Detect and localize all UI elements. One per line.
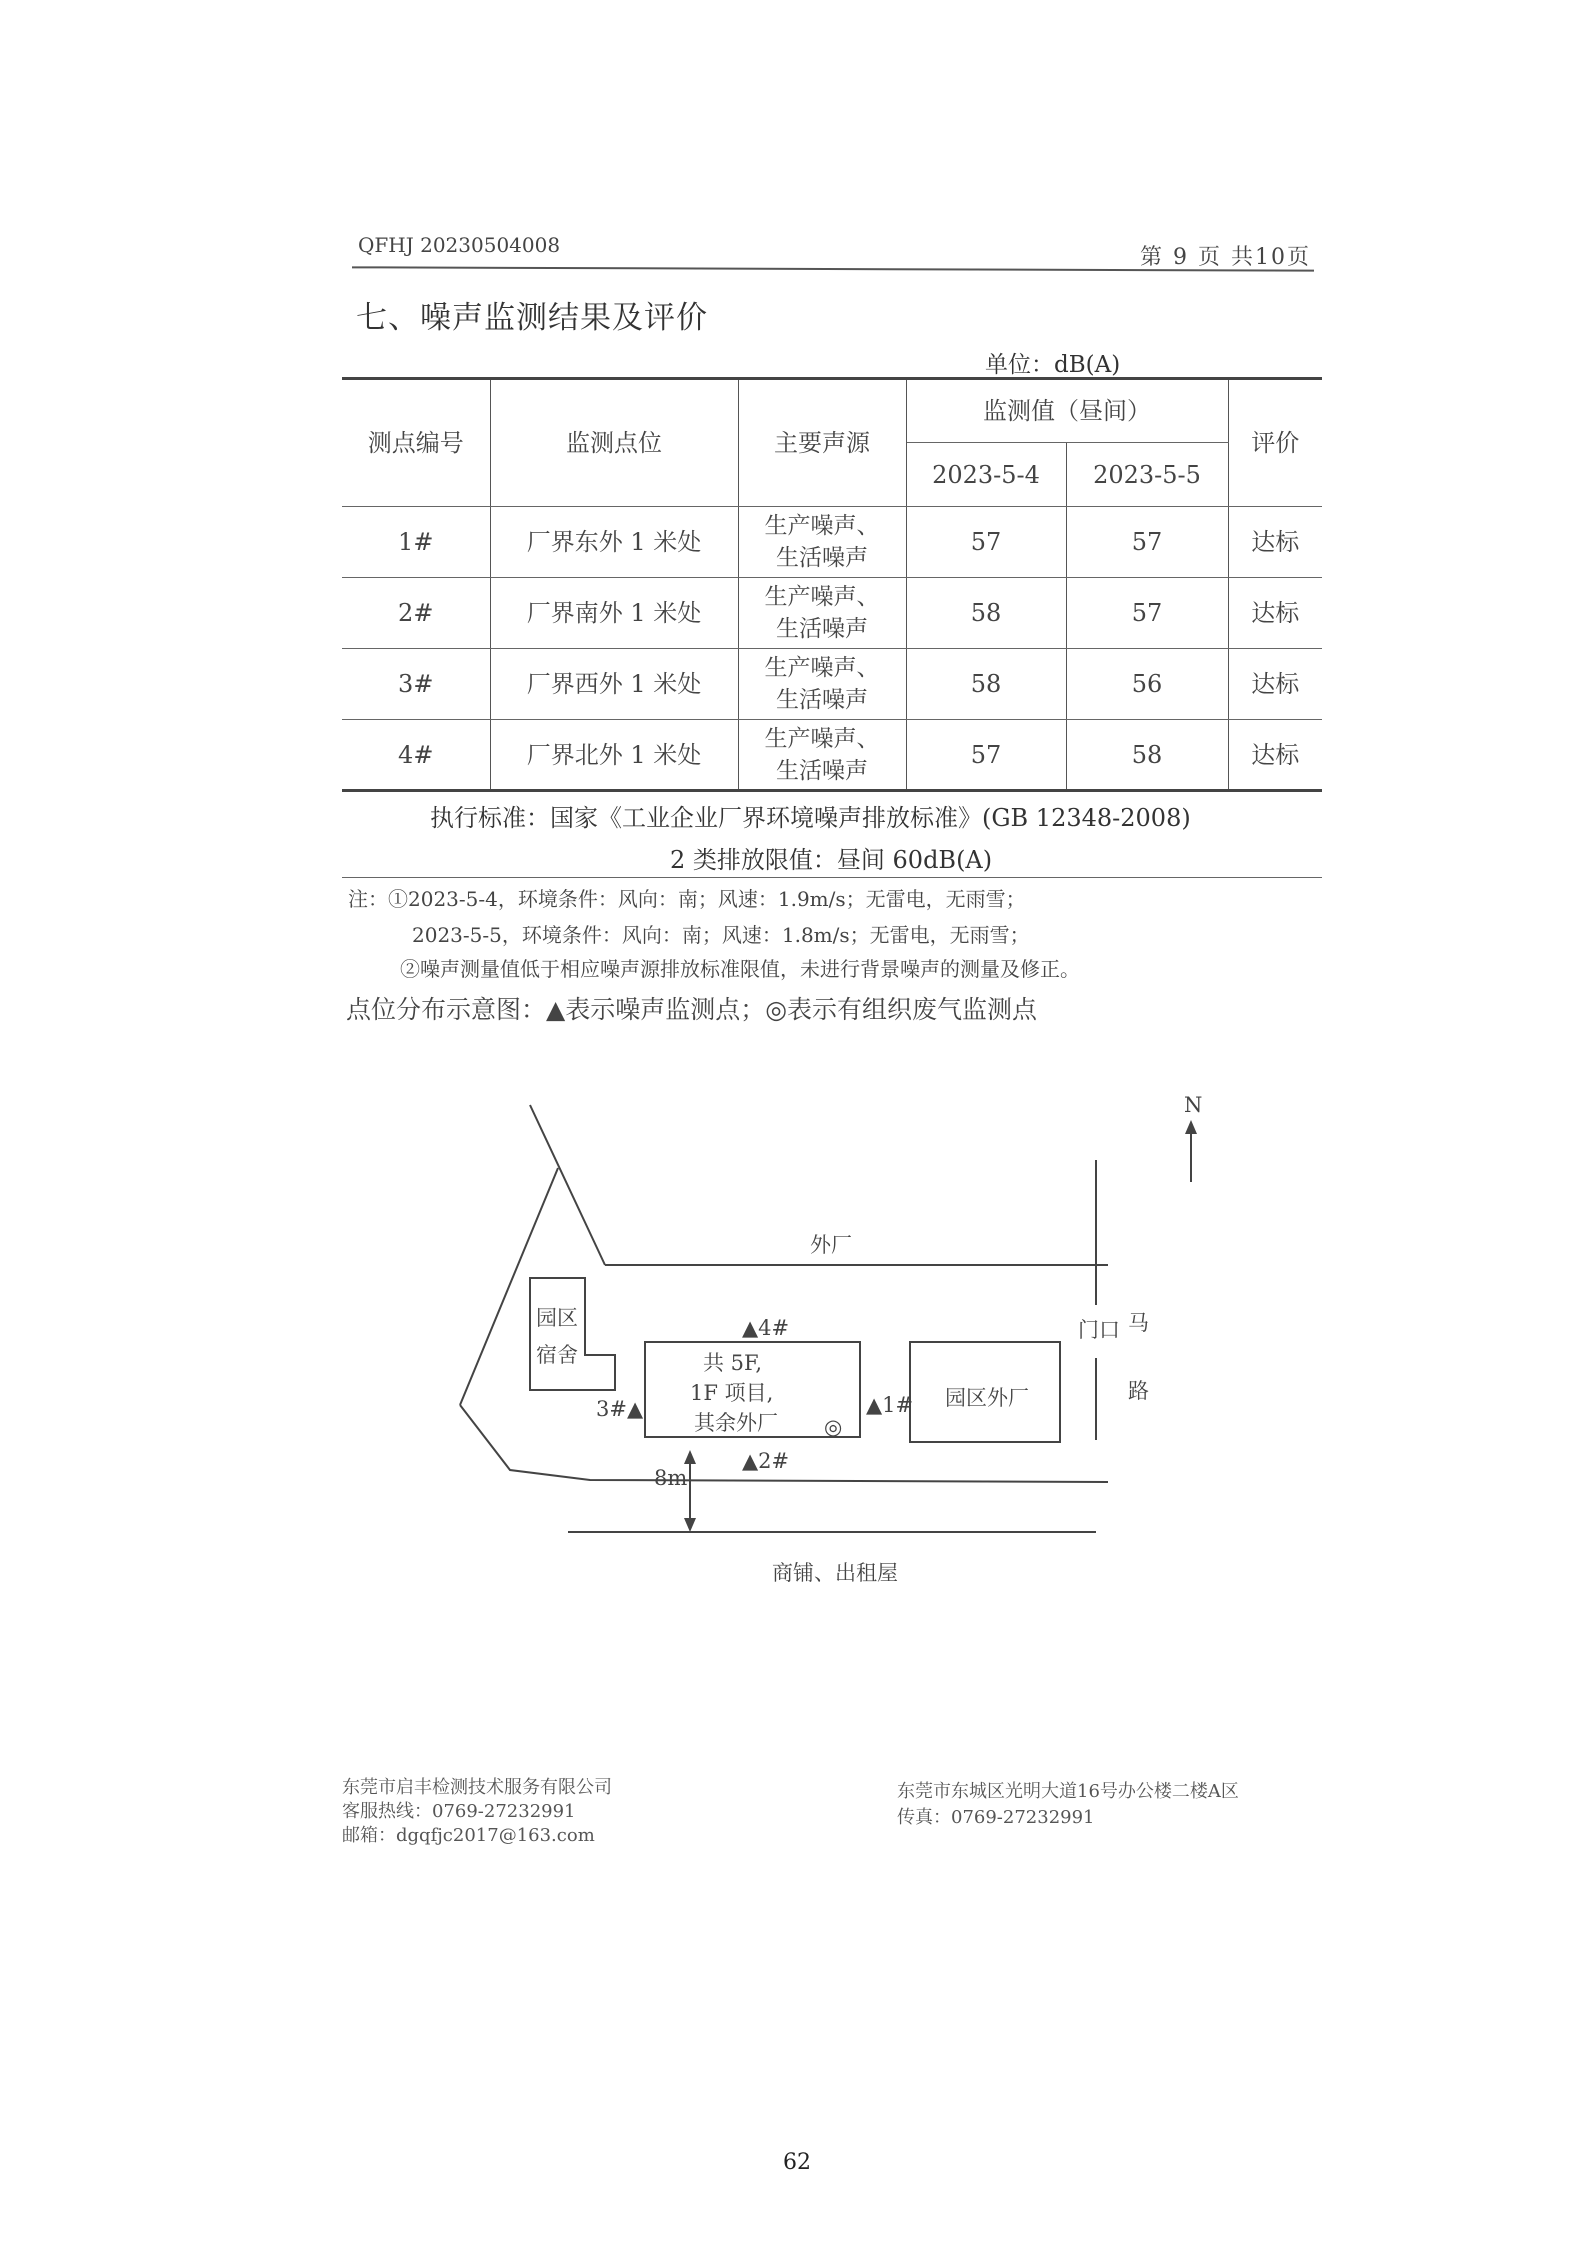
- cell-source: 生产噪声、 生活噪声: [738, 578, 906, 649]
- cell-evaluation: 达标: [1228, 578, 1322, 649]
- standard-line-1: 执行标准：国家《工业企业厂界环境噪声排放标准》(GB 12348-2008): [430, 804, 1191, 832]
- noise-point-3: 3#▲: [596, 1397, 644, 1421]
- footer-company: 东莞市启丰检测技术服务有限公司: [342, 1777, 612, 1798]
- cell-location: 厂界西外 1 米处: [490, 649, 738, 720]
- cell-value-2: 57: [1066, 507, 1228, 578]
- footer-address: 东莞市东城区光明大道16号办公楼二楼A区: [897, 1781, 1239, 1802]
- cell-value-2: 56: [1066, 649, 1228, 720]
- note-2: 2023-5-5，环境条件：风向：南；风速：1.8m/s；无雷电，无雨雪；: [412, 923, 1030, 947]
- cell-location: 厂界北外 1 米处: [490, 720, 738, 791]
- legend-line: 点位分布示意图：▲表示噪声监测点；◎表示有组织废气监测点: [346, 995, 1038, 1024]
- page-info: 第 9 页 共10页: [1140, 245, 1311, 270]
- header-point-no: 测点编号: [342, 379, 490, 507]
- label-main-3: 其余外厂: [694, 1411, 778, 1435]
- header-date-1: 2023-5-4: [906, 443, 1066, 507]
- label-distance: 8m: [654, 1466, 688, 1490]
- section-title: 七、噪声监测结果及评价: [356, 300, 708, 336]
- cell-value-2: 57: [1066, 578, 1228, 649]
- boundary-line: [530, 1105, 605, 1265]
- header-source: 主要声源: [738, 379, 906, 507]
- cell-point-no: 4#: [342, 720, 490, 791]
- note-3: ②噪声测量值低于相应噪声源排放标准限值，未进行背景噪声的测量及修正。: [400, 957, 1080, 981]
- header-evaluation: 评价: [1228, 379, 1322, 507]
- boundary-line: [460, 1168, 558, 1405]
- label-dorm-2: 宿舍: [536, 1343, 578, 1367]
- cell-point-no: 2#: [342, 578, 490, 649]
- note-1: 注：①2023-5-4，环境条件：风向：南；风速：1.9m/s；无雷电，无雨雪；: [348, 887, 1026, 911]
- label-main-2: 1F 项目,: [690, 1381, 774, 1405]
- cell-location: 厂界南外 1 米处: [490, 578, 738, 649]
- footer-hotline: 客服热线：0769-27232991: [342, 1801, 576, 1822]
- cell-evaluation: 达标: [1228, 649, 1322, 720]
- cell-value-1: 58: [906, 578, 1066, 649]
- cell-evaluation: 达标: [1228, 720, 1322, 791]
- cell-value-1: 58: [906, 649, 1066, 720]
- noise-point-2: ▲2#: [742, 1449, 790, 1473]
- standard-line-2: 2 类排放限值：昼间 60dB(A): [670, 846, 993, 874]
- unit-label: 单位：dB(A): [985, 352, 1121, 378]
- dimension-arrow-down: [684, 1518, 696, 1532]
- cell-value-1: 57: [906, 507, 1066, 578]
- label-road-2: 路: [1128, 1379, 1149, 1403]
- report-number: QFHJ 20230504008: [358, 233, 561, 257]
- label-park-outer: 园区外厂: [945, 1386, 1029, 1410]
- cell-evaluation: 达标: [1228, 507, 1322, 578]
- header-value-group: 监测值（昼间）: [906, 379, 1228, 443]
- label-outer-factory-top: 外厂: [810, 1233, 852, 1257]
- cell-point-no: 1#: [342, 507, 490, 578]
- label-gate: 门口: [1078, 1318, 1120, 1342]
- cell-source: 生产噪声、 生活噪声: [738, 720, 906, 791]
- label-shops: 商铺、出租屋: [772, 1561, 898, 1585]
- header-date-2: 2023-5-5: [1066, 443, 1228, 507]
- page-number: 62: [783, 2150, 811, 2175]
- cell-point-no: 3#: [342, 649, 490, 720]
- cell-value-1: 57: [906, 720, 1066, 791]
- cell-location: 厂界东外 1 米处: [490, 507, 738, 578]
- noise-point-1: ▲1#: [866, 1393, 914, 1417]
- cell-value-2: 58: [1066, 720, 1228, 791]
- cell-source: 生产噪声、 生活噪声: [738, 649, 906, 720]
- footer-email: 邮箱：dgqfjc2017@163.com: [342, 1825, 595, 1846]
- north-label: N: [1184, 1093, 1203, 1117]
- dorm-building: [530, 1278, 615, 1390]
- footer-fax: 传真：0769-27232991: [897, 1807, 1095, 1828]
- north-arrow-icon: [1185, 1120, 1197, 1134]
- label-dorm-1: 园区: [536, 1306, 578, 1330]
- dimension-arrow-up: [684, 1450, 696, 1464]
- exhaust-monitoring-icon: ◎: [824, 1415, 843, 1439]
- cell-source: 生产噪声、 生活噪声: [738, 507, 906, 578]
- label-road-1: 马: [1128, 1311, 1149, 1335]
- noise-point-4: ▲4#: [742, 1316, 790, 1340]
- label-main-1: 共 5F,: [703, 1351, 763, 1375]
- header-location: 监测点位: [490, 379, 738, 507]
